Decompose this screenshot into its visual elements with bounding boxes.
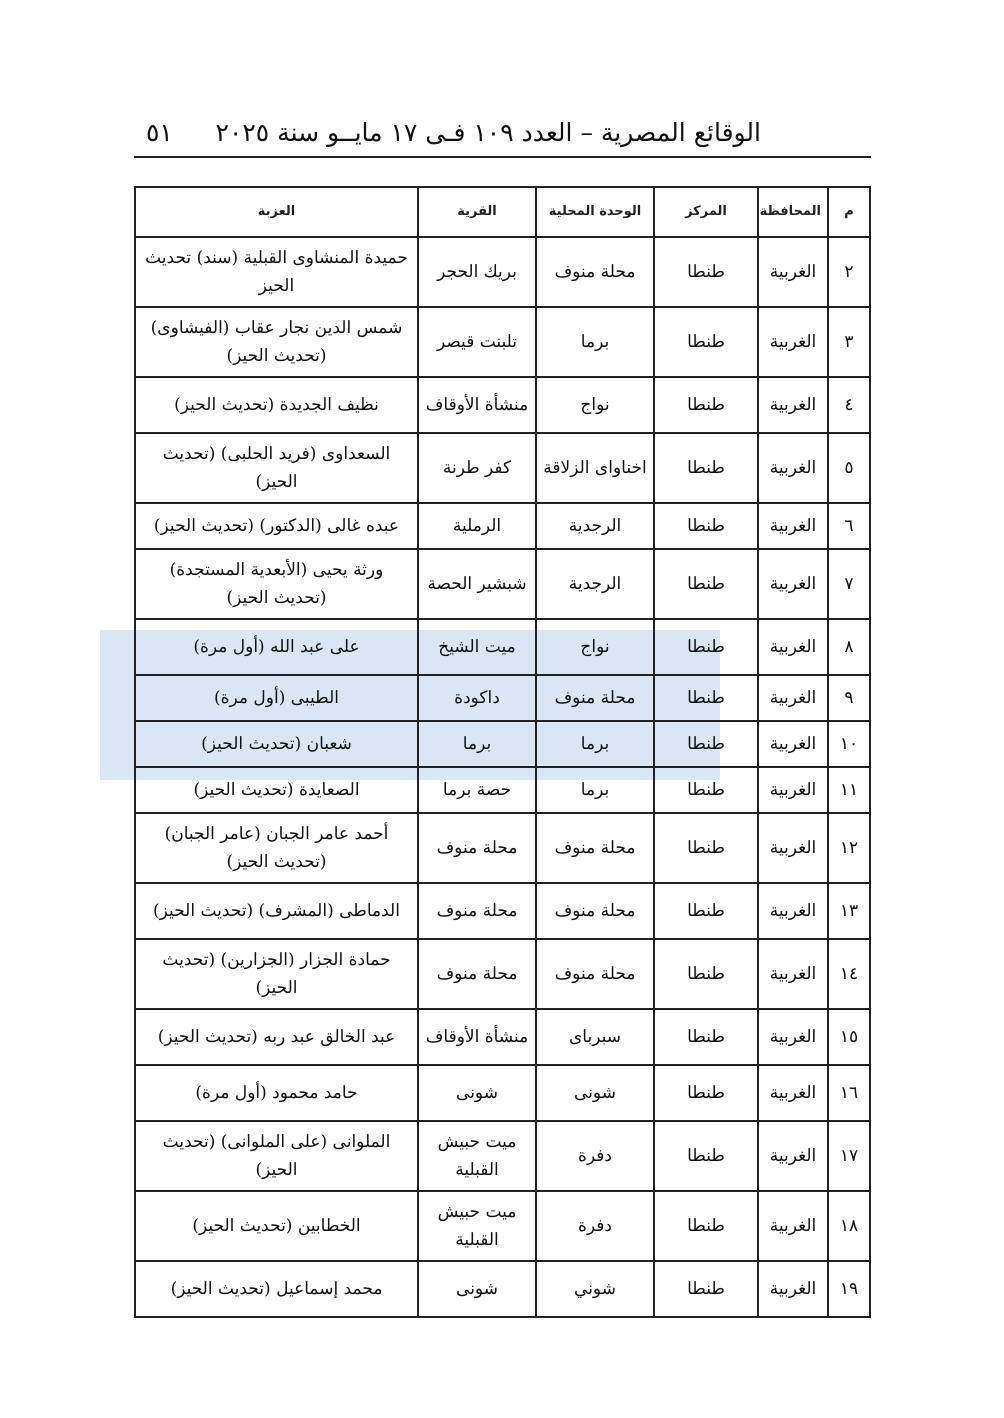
cell-ezba: محمد إسماعيل (تحديث الحيز) [135, 1261, 418, 1317]
cell-village: تلبنت قيصر [418, 307, 536, 377]
page-number: ٥١ [146, 118, 173, 147]
cell-local-unit: اخناواى الزلاقة [536, 433, 654, 503]
table-row [135, 307, 870, 377]
cell-center: طنطا [654, 433, 758, 503]
cell-governorate: الغربية [758, 549, 828, 619]
cell-center: طنطا [654, 1009, 758, 1065]
cell-center: طنطا [654, 503, 758, 549]
page-header [134, 108, 871, 158]
cell-ezba: حميدة المنشاوى القبلية (سند) تحديث الحيز [135, 237, 418, 307]
cell-governorate: الغربية [758, 377, 828, 433]
cell-governorate: الغربية [758, 1065, 828, 1121]
cell-governorate: الغربية [758, 675, 828, 721]
cell-local-unit: سبرباى [536, 1009, 654, 1065]
cell-local-unit: محلة منوف [536, 939, 654, 1009]
cell-village: محلة منوف [418, 883, 536, 939]
cell-num: ١٨ [828, 1191, 870, 1261]
cell-governorate: الغربية [758, 1009, 828, 1065]
cell-village: برما [418, 721, 536, 767]
cell-governorate: الغربية [758, 503, 828, 549]
cell-governorate: الغربية [758, 767, 828, 813]
table-row [135, 1009, 870, 1065]
cell-village: ميت حبيش القبلية [418, 1191, 536, 1261]
cell-local-unit: دفرة [536, 1121, 654, 1191]
cell-governorate: الغربية [758, 433, 828, 503]
cell-center: طنطا [654, 813, 758, 883]
cell-governorate: الغربية [758, 1121, 828, 1191]
table-row [135, 813, 870, 883]
cell-local-unit: برما [536, 721, 654, 767]
cell-village: محلة منوف [418, 813, 536, 883]
cell-village: الرملية [418, 503, 536, 549]
header-village: القرية [418, 187, 536, 237]
cell-center: طنطا [654, 883, 758, 939]
cell-num: ١٢ [828, 813, 870, 883]
cell-governorate: الغربية [758, 307, 828, 377]
cell-village: ميت الشيخ [418, 619, 536, 675]
table-row [135, 1191, 870, 1261]
cell-local-unit: برما [536, 307, 654, 377]
cell-ezba: أحمد عامر الجبان (عامر الجبان) (تحديث الحيز) [135, 813, 418, 883]
cell-local-unit: برما [536, 767, 654, 813]
cell-num: ٤ [828, 377, 870, 433]
cell-ezba: ورثة يحيى (الأبعدية المستجدة) (تحديث الحيز) [135, 549, 418, 619]
cell-num: ١١ [828, 767, 870, 813]
cell-local-unit: نواج [536, 377, 654, 433]
table-header-row [135, 187, 870, 237]
cell-ezba: عبد الخالق عبد ربه (تحديث الحيز) [135, 1009, 418, 1065]
cell-num: ٧ [828, 549, 870, 619]
cell-num: ٥ [828, 433, 870, 503]
cell-num: ٦ [828, 503, 870, 549]
cell-ezba: الخطابين (تحديث الحيز) [135, 1191, 418, 1261]
cell-village: شونى [418, 1261, 536, 1317]
table-row [135, 675, 870, 721]
cell-ezba: شمس الدين نجار عقاب (الفيشاوى) (تحديث الحيز) [135, 307, 418, 377]
cell-village: بريك الحجر [418, 237, 536, 307]
cell-num: ١٧ [828, 1121, 870, 1191]
ezba-table [134, 186, 871, 1318]
cell-local-unit: الرجدية [536, 503, 654, 549]
cell-village: حصة برما [418, 767, 536, 813]
table-row [135, 377, 870, 433]
cell-center: طنطا [654, 767, 758, 813]
cell-local-unit: محلة منوف [536, 883, 654, 939]
cell-num: ٩ [828, 675, 870, 721]
cell-village: شبشير الحصة [418, 549, 536, 619]
cell-ezba: السعداوى (فريد الحلبى) (تحديث الحيز) [135, 433, 418, 503]
cell-center: طنطا [654, 1261, 758, 1317]
cell-num: ١٥ [828, 1009, 870, 1065]
table-row [135, 549, 870, 619]
cell-ezba: شعبان (تحديث الحيز) [135, 721, 418, 767]
cell-num: ٣ [828, 307, 870, 377]
cell-governorate: الغربية [758, 1261, 828, 1317]
cell-village: محلة منوف [418, 939, 536, 1009]
cell-village: منشأة الأوقاف [418, 377, 536, 433]
cell-center: طنطا [654, 549, 758, 619]
cell-ezba: حامد محمود (أول مرة) [135, 1065, 418, 1121]
cell-center: طنطا [654, 939, 758, 1009]
header-ezba: العزبة [135, 187, 418, 237]
cell-local-unit: شونى [536, 1065, 654, 1121]
cell-governorate: الغربية [758, 813, 828, 883]
header-local-unit: الوحدة المحلية [536, 187, 654, 237]
cell-governorate: الغربية [758, 939, 828, 1009]
cell-num: ٢ [828, 237, 870, 307]
cell-local-unit: الرجدية [536, 549, 654, 619]
cell-village: شونى [418, 1065, 536, 1121]
table-row [135, 767, 870, 813]
table-row [135, 721, 870, 767]
cell-local-unit: شوني [536, 1261, 654, 1317]
cell-num: ١٠ [828, 721, 870, 767]
table-row [135, 883, 870, 939]
cell-center: طنطا [654, 1191, 758, 1261]
cell-ezba: حمادة الجزار (الجزارين) (تحديث الحيز) [135, 939, 418, 1009]
cell-ezba: الطيبى (أول مرة) [135, 675, 418, 721]
cell-local-unit: نواج [536, 619, 654, 675]
cell-governorate: الغربية [758, 721, 828, 767]
page-title: الوقائع المصرية – العدد ١٠٩ فـى ١٧ مايــو سنة ٢٠٢٥ [215, 118, 761, 147]
cell-ezba: عبده غالى (الدكتور) (تحديث الحيز) [135, 503, 418, 549]
cell-num: ٨ [828, 619, 870, 675]
table-row [135, 503, 870, 549]
cell-governorate: الغربية [758, 237, 828, 307]
table-row [135, 237, 870, 307]
header-center: المركز [654, 187, 758, 237]
header-num: م [828, 187, 870, 237]
table-row [135, 1261, 870, 1317]
table-row [135, 1121, 870, 1191]
cell-local-unit: محلة منوف [536, 813, 654, 883]
cell-local-unit: محلة منوف [536, 675, 654, 721]
cell-governorate: الغربية [758, 1191, 828, 1261]
cell-num: ١٤ [828, 939, 870, 1009]
cell-ezba: على عبد الله (أول مرة) [135, 619, 418, 675]
cell-center: طنطا [654, 307, 758, 377]
cell-num: ١٩ [828, 1261, 870, 1317]
table-row [135, 619, 870, 675]
cell-ezba: الملوانى (على الملوانى) (تحديث الحيز) [135, 1121, 418, 1191]
cell-center: طنطا [654, 377, 758, 433]
cell-center: طنطا [654, 619, 758, 675]
cell-center: طنطا [654, 237, 758, 307]
cell-num: ١٦ [828, 1065, 870, 1121]
cell-governorate: الغربية [758, 619, 828, 675]
cell-center: طنطا [654, 675, 758, 721]
cell-village: داكودة [418, 675, 536, 721]
cell-center: طنطا [654, 721, 758, 767]
cell-village: ميت حبيش القبلية [418, 1121, 536, 1191]
table-row [135, 433, 870, 503]
table-row [135, 939, 870, 1009]
cell-ezba: نظيف الجديدة (تحديث الحيز) [135, 377, 418, 433]
cell-village: كفر طرنة [418, 433, 536, 503]
cell-governorate: الغربية [758, 883, 828, 939]
header-governorate: المحافظة [758, 187, 828, 237]
cell-village: منشأة الأوقاف [418, 1009, 536, 1065]
cell-local-unit: محلة منوف [536, 237, 654, 307]
table-row [135, 1065, 870, 1121]
cell-center: طنطا [654, 1065, 758, 1121]
cell-num: ١٣ [828, 883, 870, 939]
cell-ezba: الدماطى (المشرف) (تحديث الحيز) [135, 883, 418, 939]
cell-center: طنطا [654, 1121, 758, 1191]
cell-ezba: الصعايدة (تحديث الحيز) [135, 767, 418, 813]
cell-local-unit: دفرة [536, 1191, 654, 1261]
